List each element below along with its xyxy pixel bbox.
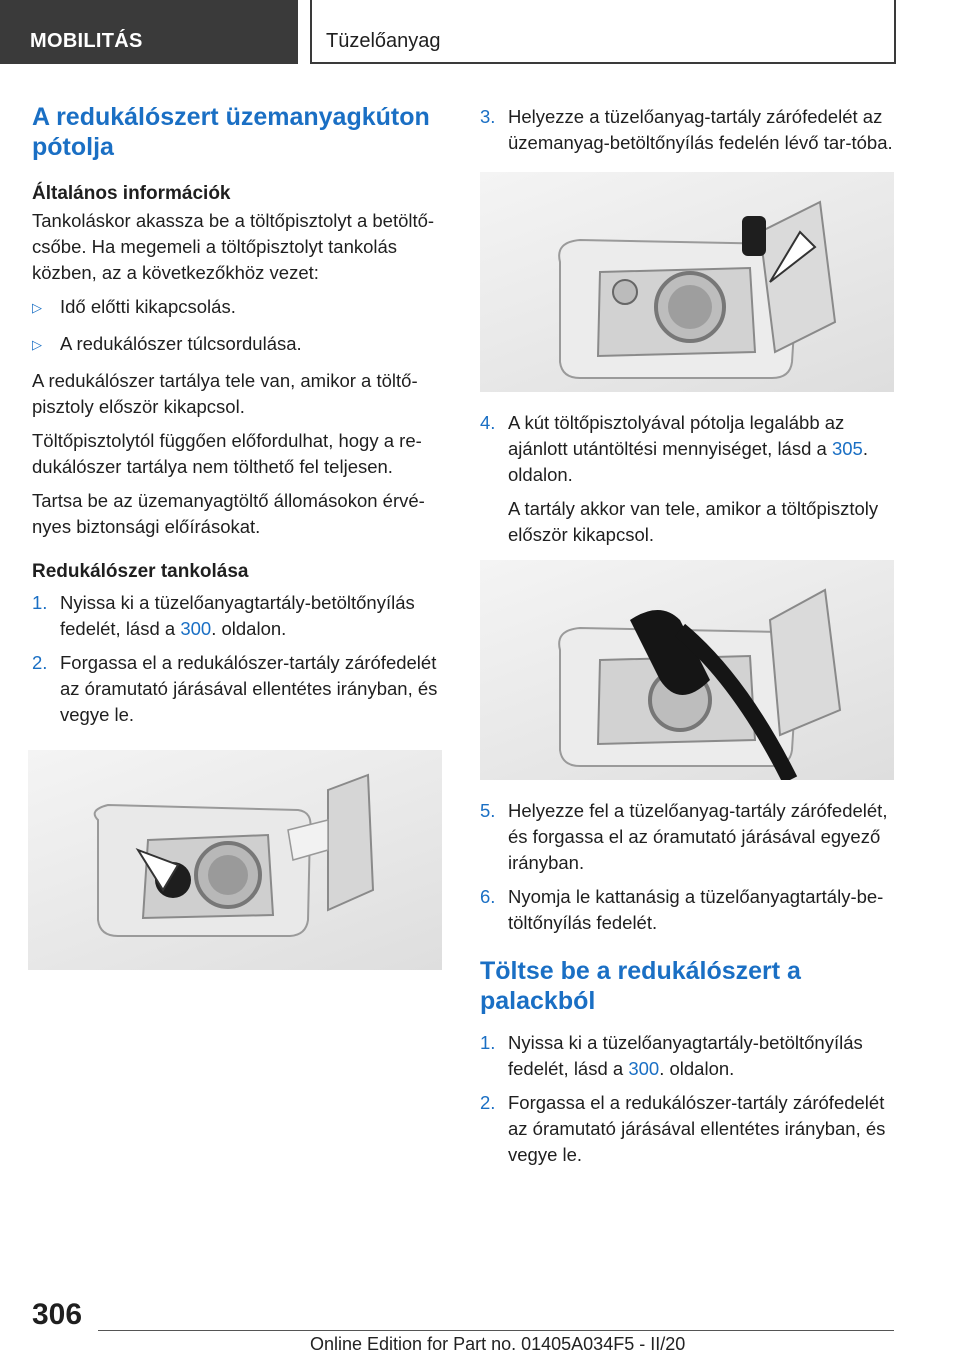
figure-nozzle — [480, 560, 894, 780]
footer-divider — [98, 1330, 894, 1331]
bottle-step-2: 2. Forgassa el a redukálószer-tartály zárófedelét az óramutató járásával ellentétes irányban, és vegye le. — [480, 1092, 886, 1165]
general-heading: Általános információk — [32, 183, 231, 204]
refill-heading: Redukálószer tankolása — [32, 561, 249, 582]
paragraph-2: A redukálószer tartálya tele van, amikor a töltő-pisztoly először kikapcsol. — [32, 370, 418, 417]
step-1: 1. Nyissa ki a tüzelőanyagtartály-betöltőnyílás fedelét, lásd a 300. oldalon. — [32, 592, 415, 639]
page-number: 306 — [32, 1298, 83, 1331]
bullet-item: ▷ A redukálószer túlcsordulása. — [32, 331, 448, 358]
bullet-item: ▷ Idő előtti kikapcsolás. — [32, 294, 448, 321]
left-column — [32, 102, 448, 988]
paragraph-1: Tankoláskor akassza be a töltőpisztolyt a betöltő-csőbe. Ha megemeli a töltőpisztolyt tankolás közben, az a következőkhöz vezet: — [32, 210, 435, 283]
header-chapter-label: Tüzelőanyag — [326, 30, 441, 52]
paragraph-3: Töltőpisztolytól függően előfordulhat, hogy a re-dukálószer tartálya nem tölthető fel teljesen. — [32, 430, 422, 477]
triangle-bullet-icon: ▷ — [32, 337, 42, 352]
step-4-note: A tartály akkor van tele, amikor a töltőpisztoly először kikapcsol. — [508, 498, 879, 545]
page-link-300[interactable]: 300 — [628, 1058, 660, 1079]
step-3: 3. Helyezze a tüzelőanyag-tartály zárófedelét az üzemanyag-betöltőnyílás fedelén lévő tar-tóba. — [480, 106, 893, 153]
triangle-bullet-icon: ▷ — [32, 300, 42, 315]
page-link-305[interactable]: 305 — [831, 438, 863, 459]
step-6: 6. Nyomja le kattanásig a tüzelőanyagtartály-be-töltőnyílás fedelét. — [480, 886, 884, 933]
cap-in-holder-illustration — [480, 172, 894, 392]
nozzle-illustration — [480, 560, 894, 780]
header-chapter-tab — [310, 0, 896, 64]
fuel-flap-illustration — [28, 750, 442, 970]
edition-text: Online Edition for Part no. 01405A034F5 - II/20 — [310, 1334, 686, 1354]
header-section-label: MOBILITÁS — [30, 30, 143, 52]
step-5: 5. Helyezze fel a tüzelőanyag-tartály zárófedelét, és forgassa el az óramutató járásával egyező irányban. — [480, 800, 888, 873]
page-link-300[interactable]: 300 — [180, 618, 212, 639]
paragraph-4: Tartsa be az üzemanyagtöltő állomásokon érvé-nyes biztonsági előírásokat. — [32, 490, 425, 537]
header-section-tab — [0, 0, 298, 64]
section-title: A redukálószert üzemanyagkúton pótolja — [32, 103, 430, 161]
step-2: 2. Forgassa el a redukálószer-tartály zárófedelét az óramutató járásával ellentétes irányban, és vegye le. — [32, 652, 438, 725]
right-column — [480, 104, 894, 1176]
figure-remove-cap — [28, 750, 442, 970]
step-4: 4. A kút töltőpisztolyával pótolja legalább az ajánlott utántöltési mennyiséget, lásd a 305. oldalon. — [480, 412, 868, 485]
figure-cap-holder — [480, 172, 894, 392]
bottle-step-1: 1. Nyissa ki a tüzelőanyagtartály-betöltőnyílás fedelét, lásd a 300. oldalon. — [480, 1032, 863, 1079]
bottle-section-title: Töltse be a redukálószert a palackból — [480, 957, 801, 1015]
